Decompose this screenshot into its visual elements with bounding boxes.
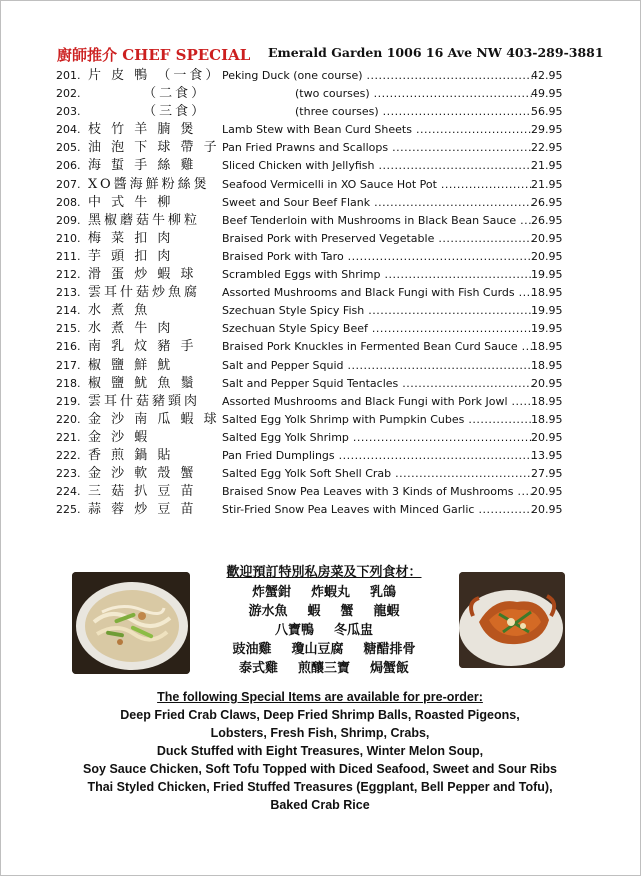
special-cn-item: 炸蟹鉗 — [251, 585, 291, 600]
menu-item-english: Beef Tenderloin with Mushrooms in Black Bean Sauce ..... — [222, 212, 533, 230]
menu-item-chinese: 海 蜇 手 絲 雞 — [88, 158, 197, 174]
menu-item-number: 204. — [56, 123, 81, 137]
special-cn-line — [196, 602, 452, 621]
menu-item-price: 18.95 — [531, 286, 563, 300]
menu-item-number: 206. — [56, 159, 81, 173]
special-cn-line — [196, 640, 452, 659]
menu-item-number: 223. — [56, 467, 81, 481]
menu-item-price: 20.95 — [531, 485, 563, 499]
menu-item-english: Salted Egg Yolk Soft Shell Crab ..... — [222, 465, 533, 483]
menu-item-price: 19.95 — [531, 322, 563, 336]
special-cn-line — [196, 583, 452, 602]
special-cn-item: 糖醋排骨 — [363, 642, 416, 657]
menu-item — [56, 320, 596, 338]
menu-item — [56, 194, 596, 212]
special-cn-item: 蟹 — [340, 604, 354, 619]
special-en-line: Thai Styled Chicken, Fried Stuffed Treasures (Eggplant, Bell Pepper and Tofu), — [87, 780, 553, 794]
menu-item-price: 18.95 — [531, 394, 563, 408]
menu-item-chinese: 金 沙 軟 殼 蟹 — [88, 466, 197, 482]
menu-item — [56, 465, 596, 483]
menu-item-chinese: （二食） — [88, 86, 208, 102]
menu-item-english: (two courses) ..... — [222, 85, 533, 103]
menu-item — [56, 230, 596, 248]
special-cn-line — [196, 621, 452, 640]
menu-item-english: Sweet and Sour Beef Flank ..... — [222, 194, 533, 212]
menu-item-price: 26.95 — [531, 195, 563, 209]
menu-item-english: Salted Egg Yolk Shrimp ..... — [222, 429, 533, 447]
special-cn-item: 炸蝦丸 — [310, 585, 350, 600]
menu-item-chinese: 南 乳 炆 豬 手 — [88, 339, 197, 355]
menu-item-number: 203. — [56, 105, 81, 119]
menu-item-price: 21.95 — [531, 177, 563, 191]
menu-item-chinese: 金 沙 蝦 — [88, 429, 151, 445]
special-cn-item: 冬瓜盅 — [334, 623, 374, 638]
menu-item-chinese: 雲耳什菇豬頸肉 — [88, 393, 201, 409]
menu-item-number: 207. — [56, 177, 81, 191]
special-cn-item: 乳鴿 — [370, 585, 397, 600]
menu-item-number: 202. — [56, 87, 81, 101]
menu-item-english: Pan Fried Prawns and Scallops ..... — [222, 139, 533, 157]
menu-item-price: 21.95 — [531, 159, 563, 173]
menu-item-price: 20.95 — [531, 503, 563, 517]
menu-item — [56, 483, 596, 501]
menu-item-chinese: 金 沙 南 瓜 蝦 球 — [88, 411, 220, 427]
menu-item-english: Lamb Stew with Bean Curd Sheets ..... — [222, 121, 533, 139]
menu-item — [56, 248, 596, 266]
menu-item-number: 224. — [56, 485, 81, 499]
menu-item-chinese: 梅 菜 扣 肉 — [88, 230, 174, 246]
menu-item-english: Braised Pork Knuckles in Fermented Bean Curd Sauce ..... — [222, 338, 533, 356]
menu-item — [56, 338, 596, 356]
menu-item-number: 212. — [56, 268, 81, 282]
menu-item-number: 211. — [56, 249, 81, 263]
menu-item — [56, 157, 596, 175]
special-cn-item: 蝦 — [307, 604, 321, 619]
special-cn-item: 煎釀三寶 — [297, 661, 350, 676]
menu-item-price: 20.95 — [531, 231, 563, 245]
menu-item-english: Szechuan Style Spicy Beef ..... — [222, 320, 533, 338]
menu-item-chinese: 油 泡 下 球 帶 子 — [88, 140, 220, 156]
menu-item-chinese: 水 煮 牛 肉 — [88, 321, 174, 337]
menu-item-price: 19.95 — [531, 268, 563, 282]
menu-item-chinese: 芋 頭 扣 肉 — [88, 248, 174, 264]
menu-item — [56, 357, 596, 375]
menu-item-price: 13.95 — [531, 448, 563, 462]
menu-item-price: 29.95 — [531, 123, 563, 137]
menu-item-english: Szechuan Style Spicy Fish ..... — [222, 302, 533, 320]
menu-item-number: 214. — [56, 304, 81, 318]
menu-item-english: Sliced Chicken with Jellyfish ..... — [222, 157, 533, 175]
menu-item-chinese: 枝 竹 羊 腩 煲 — [88, 122, 197, 138]
menu-item-chinese: 片 皮 鴨 （一食） — [88, 68, 222, 83]
menu-item — [56, 375, 596, 393]
menu-item-english: Braised Pork with Taro ..... — [222, 248, 533, 266]
noodle-dish-photo — [72, 572, 190, 674]
chef-special-title: 廚師推介 CHEF SPECIAL — [57, 46, 251, 64]
menu-item-english: Braised Pork with Preserved Vegetable ..... — [222, 230, 533, 248]
menu-item-english: Assorted Mushrooms and Black Fungi with Fish Curds ..... — [222, 284, 533, 302]
menu-item-number: 225. — [56, 503, 81, 517]
menu-item-price: 27.95 — [531, 467, 563, 481]
menu-item — [56, 429, 596, 447]
menu-item-chinese: 蒜 蓉 炒 豆 苗 — [88, 502, 197, 518]
menu-item-english: Seafood Vermicelli in XO Sauce Hot Pot ..... — [222, 176, 533, 194]
menu-item-chinese: 滑 蛋 炒 蝦 球 — [88, 267, 197, 283]
special-cn-item: 泰式雞 — [238, 661, 278, 676]
menu-item-price: 20.95 — [531, 376, 563, 390]
special-en-line: Lobsters, Fresh Fish, Shrimp, Crabs, — [210, 726, 430, 740]
menu-item-chinese: 香 煎 鍋 貼 — [88, 447, 174, 463]
menu-item — [56, 501, 596, 519]
special-en-heading: The following Special Items are available for pre-order: — [157, 690, 483, 704]
restaurant-info: Emerald Garden 1006 16 Ave NW 403-289-3881 — [268, 45, 604, 60]
menu-item-number: 222. — [56, 448, 81, 462]
menu-item-price: 26.95 — [531, 213, 563, 227]
menu-item-english: Scrambled Eggs with Shrimp ..... — [222, 266, 533, 284]
menu-item-chinese: XO醬海鮮粉絲煲 — [88, 176, 210, 192]
special-cn-heading: 歡迎預訂特別私房菜及下列食材： — [226, 565, 422, 580]
menu-item-english: Salted Egg Yolk Shrimp with Pumpkin Cubes ..... — [222, 411, 533, 429]
crab-dish-photo — [459, 572, 565, 668]
menu-item — [56, 103, 596, 121]
menu-item-number: 201. — [56, 69, 81, 82]
menu-item-price: 18.95 — [531, 340, 563, 354]
special-cn-line — [196, 659, 452, 678]
menu-item-chinese: 椒 鹽 鮮 魷 — [88, 357, 174, 373]
menu-item-number: 216. — [56, 340, 81, 354]
menu-item — [56, 139, 596, 157]
menu-item-price: 19.95 — [531, 304, 563, 318]
menu-item — [56, 284, 596, 302]
menu-item-chinese: 椒 鹽 魷 魚 鬚 — [88, 375, 197, 391]
menu-item-price: 18.95 — [531, 358, 563, 372]
special-en-line: Deep Fried Crab Claws, Deep Fried Shrimp Balls, Roasted Pigeons, — [120, 708, 520, 722]
menu-item-number: 218. — [56, 376, 81, 390]
special-cn-item: 游水魚 — [248, 604, 288, 619]
menu-item — [56, 121, 596, 139]
menu-item-chinese: 雲耳什菇炒魚腐 — [88, 285, 201, 301]
special-cn-item: 焗蟹飯 — [370, 661, 410, 676]
menu-item — [56, 176, 596, 194]
menu-item-number: 209. — [56, 213, 81, 227]
special-cn-item: 龍蝦 — [373, 604, 400, 619]
menu-item-number: 217. — [56, 358, 81, 372]
menu-item-price: 20.95 — [531, 249, 563, 263]
menu-item — [56, 67, 596, 85]
menu-item-chinese: 黑椒蘑菇牛柳粒 — [88, 212, 201, 228]
menu-item-english: Braised Snow Pea Leaves with 3 Kinds of Mushrooms ..... — [222, 483, 533, 501]
menu-item-chinese: 中 式 牛 柳 — [88, 194, 174, 210]
menu-item-english: Assorted Mushrooms and Black Fungi with Pork Jowl ..... — [222, 393, 533, 411]
menu-item-price: 56.95 — [531, 105, 563, 119]
menu-item — [56, 302, 596, 320]
menu-item — [56, 393, 596, 411]
menu-item-number: 210. — [56, 231, 81, 245]
menu-item-chinese: 三 菇 扒 豆 苗 — [88, 484, 197, 500]
menu-item-price: 22.95 — [531, 141, 563, 155]
menu-item-english: Salt and Pepper Squid Tentacles ..... — [222, 375, 533, 393]
menu-item-number: 221. — [56, 430, 81, 444]
menu-item-english: Stir-Fried Snow Pea Leaves with Minced Garlic ..... — [222, 501, 533, 519]
menu-header — [57, 44, 604, 66]
special-en-line: Soy Sauce Chicken, Soft Tofu Topped with Diced Seafood, Sweet and Sour Ribs — [83, 762, 557, 776]
menu-item-price: 18.95 — [531, 412, 563, 426]
menu-item — [56, 411, 596, 429]
menu-item-english: (three courses) ..... — [222, 103, 533, 121]
special-cn-item: 瓊山豆腐 — [291, 642, 344, 657]
special-en-line: Duck Stuffed with Eight Treasures, Winter Melon Soup, — [156, 744, 484, 758]
menu-item-chinese: 水 煮 魚 — [88, 303, 151, 319]
menu-item-number: 220. — [56, 412, 81, 426]
menu-item-price: 49.95 — [531, 87, 563, 101]
menu-list — [56, 67, 596, 519]
special-cn-item: 八寶鴨 — [274, 623, 314, 638]
menu-item — [56, 266, 596, 284]
menu-item-price: 20.95 — [531, 430, 563, 444]
special-en-line: Baked Crab Rice — [270, 798, 370, 812]
menu-item-number: 205. — [56, 141, 81, 155]
menu-item-chinese: （三食） — [88, 104, 208, 120]
menu-item — [56, 212, 596, 230]
menu-item-price: 42.95 — [531, 69, 563, 82]
menu-item — [56, 447, 596, 465]
special-cn-item: 豉油雞 — [232, 642, 272, 657]
menu-item-english: Pan Fried Dumplings ..... — [222, 447, 533, 465]
special-preorder-chinese — [196, 561, 452, 678]
menu-item-number: 215. — [56, 322, 81, 336]
menu-item-english: Salt and Pepper Squid ..... — [222, 357, 533, 375]
menu-item-number: 208. — [56, 195, 81, 209]
menu-item-number: 219. — [56, 394, 81, 408]
menu-item-number: 213. — [56, 286, 81, 300]
menu-item — [56, 85, 596, 103]
menu-item-english: Peking Duck (one course) ..... — [222, 67, 533, 85]
special-preorder-english — [60, 688, 580, 814]
